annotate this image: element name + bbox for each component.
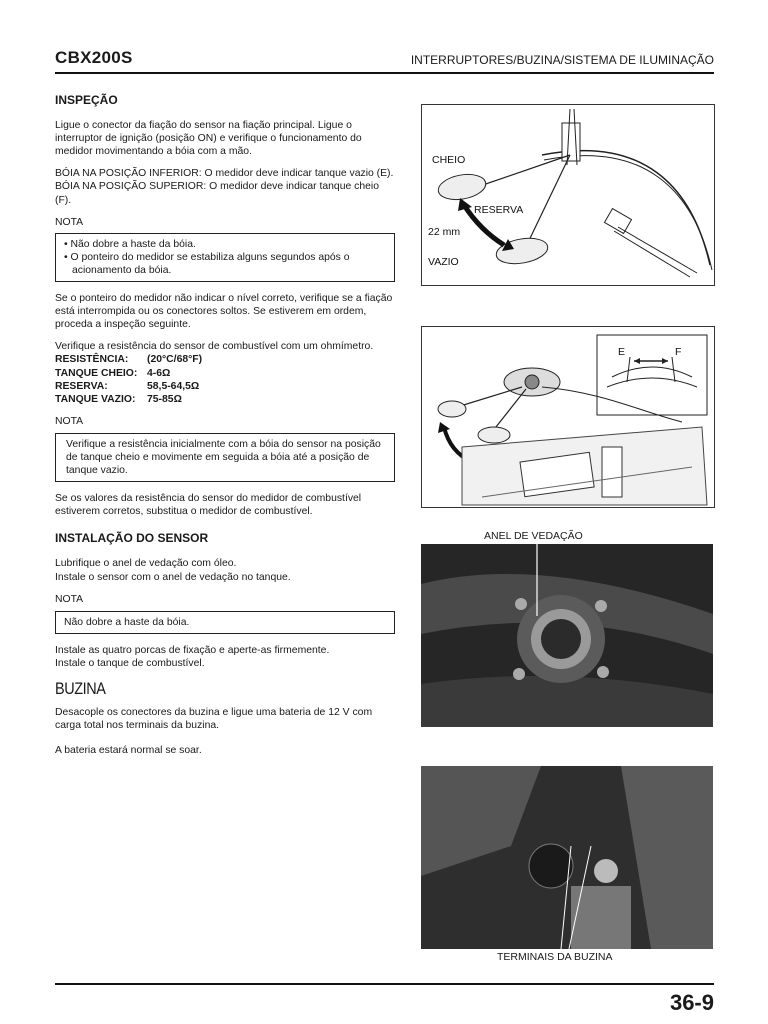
vazio-label: VAZIO <box>428 256 459 268</box>
nota-label: NOTA <box>55 593 84 605</box>
lubricate-text: Lubrifique o anel de vedação com óleo. <box>55 558 237 570</box>
spec-key: RESISTÊNCIA: <box>55 354 129 366</box>
spec-key: TANQUE VAZIO: <box>55 393 136 405</box>
replace-gauge-paragraph: Se os valores da resistência do sensor do medidor de combustível estiverem corretos, substitua o medidor de combustível. <box>55 493 362 518</box>
o-ring-photo <box>421 544 713 727</box>
spec-value: 75-85Ω <box>147 393 182 405</box>
fuel-sensor-diagram <box>421 104 715 286</box>
spec-value: 4-6Ω <box>147 367 171 379</box>
horn-terminals-photo <box>421 766 713 949</box>
nota-label: NOTA <box>55 415 84 427</box>
install-tank-text: Instale o tanque de combustível. <box>55 657 205 669</box>
page-number: 36-9 <box>669 990 714 1015</box>
section-title: INTERRUPTORES/BUZINA/SISTEMA DE ILUMINAÇÃO <box>410 53 714 67</box>
wiring-check-paragraph: Se o ponteiro do medidor não indicar o nível correto, verifique se a fiação está interrompida ou os conectores soltos. Se estiverem em ordem, proceda a inspeção seguinte. <box>55 293 393 331</box>
buzina-result: A bateria estará normal se soar. <box>55 745 202 757</box>
install-sensor-text: Instale o sensor com o anel de vedação no tanque. <box>55 571 291 583</box>
nota-box <box>55 433 395 482</box>
header-rule <box>55 72 714 74</box>
buzina-paragraph: Desacople os conectores da buzina e ligue uma bateria de 12 V com carga total nos terminais da buzina. <box>55 707 373 732</box>
o-ring-caption: ANEL DE VEDAÇÃO <box>484 530 583 542</box>
inspecao-heading: INSPEÇÃO <box>55 93 118 107</box>
spec-value: 58,5-64,5Ω <box>147 380 200 392</box>
gauge-full-label: F <box>675 346 682 358</box>
ohmmeter-paragraph: Verifique a resistência do sensor de combustível com um ohmímetro. <box>55 341 374 353</box>
instalacao-paragraph-2 <box>55 644 395 670</box>
gauge-empty-label: E <box>618 346 626 358</box>
reserva-label: RESERVA <box>474 204 524 216</box>
model-name: CBX200S <box>55 48 133 67</box>
resistance-specs <box>55 353 395 405</box>
nota-box <box>55 233 395 282</box>
nota-item: • Não dobre a haste da bóia. <box>64 238 196 250</box>
spec-key: RESERVA: <box>55 380 108 392</box>
nota-item: • O ponteiro do medidor se estabiliza alguns segundos após o acionamento da bóia. <box>64 251 350 276</box>
inspecao-paragraph: Ligue o conector da fiação do sensor na fiação principal. Ligue o interruptor de ignição (posição ON) e verifique o funcionamento do medidor movimentando a bóia com a mão. <box>55 120 362 158</box>
nota-text: Não dobre a haste da bóia. <box>64 616 190 628</box>
float-lower-text: BÓIA NA POSIÇÃO INFERIOR: O medidor deve indicar tanque vazio (E). <box>55 168 394 180</box>
nota-label: NOTA <box>55 216 84 228</box>
instalacao-heading: INSTALAÇÃO DO SENSOR <box>55 531 209 546</box>
float-upper-text: BÓIA NA POSIÇÃO SUPERIOR: O medidor deve indicar tanque cheio (F). <box>55 181 379 206</box>
distance-label: 22 mm <box>428 226 461 238</box>
cheio-label: CHEIO <box>432 154 466 166</box>
buzina-heading: BUZINA <box>55 679 106 698</box>
nota-box <box>55 611 395 634</box>
spec-value: (20°C/68°F) <box>147 354 203 366</box>
horn-terminals-caption: TERMINAIS DA BUZINA <box>497 951 613 963</box>
float-position-text <box>55 167 395 206</box>
nuts-text: Instale as quatro porcas de fixação e aperte-as firmemente. <box>55 644 330 656</box>
sensor-installed-diagram <box>421 326 715 508</box>
nota-text: Verifique a resistência inicialmente com a bóia do sensor na posição de tanque cheio e movimente em seguida a bóia até a posição de tanque vazio. <box>66 438 381 477</box>
spec-key: TANQUE CHEIO: <box>55 367 138 379</box>
instalacao-paragraph <box>55 557 395 583</box>
text-column <box>55 94 395 766</box>
footer-rule <box>55 983 714 985</box>
